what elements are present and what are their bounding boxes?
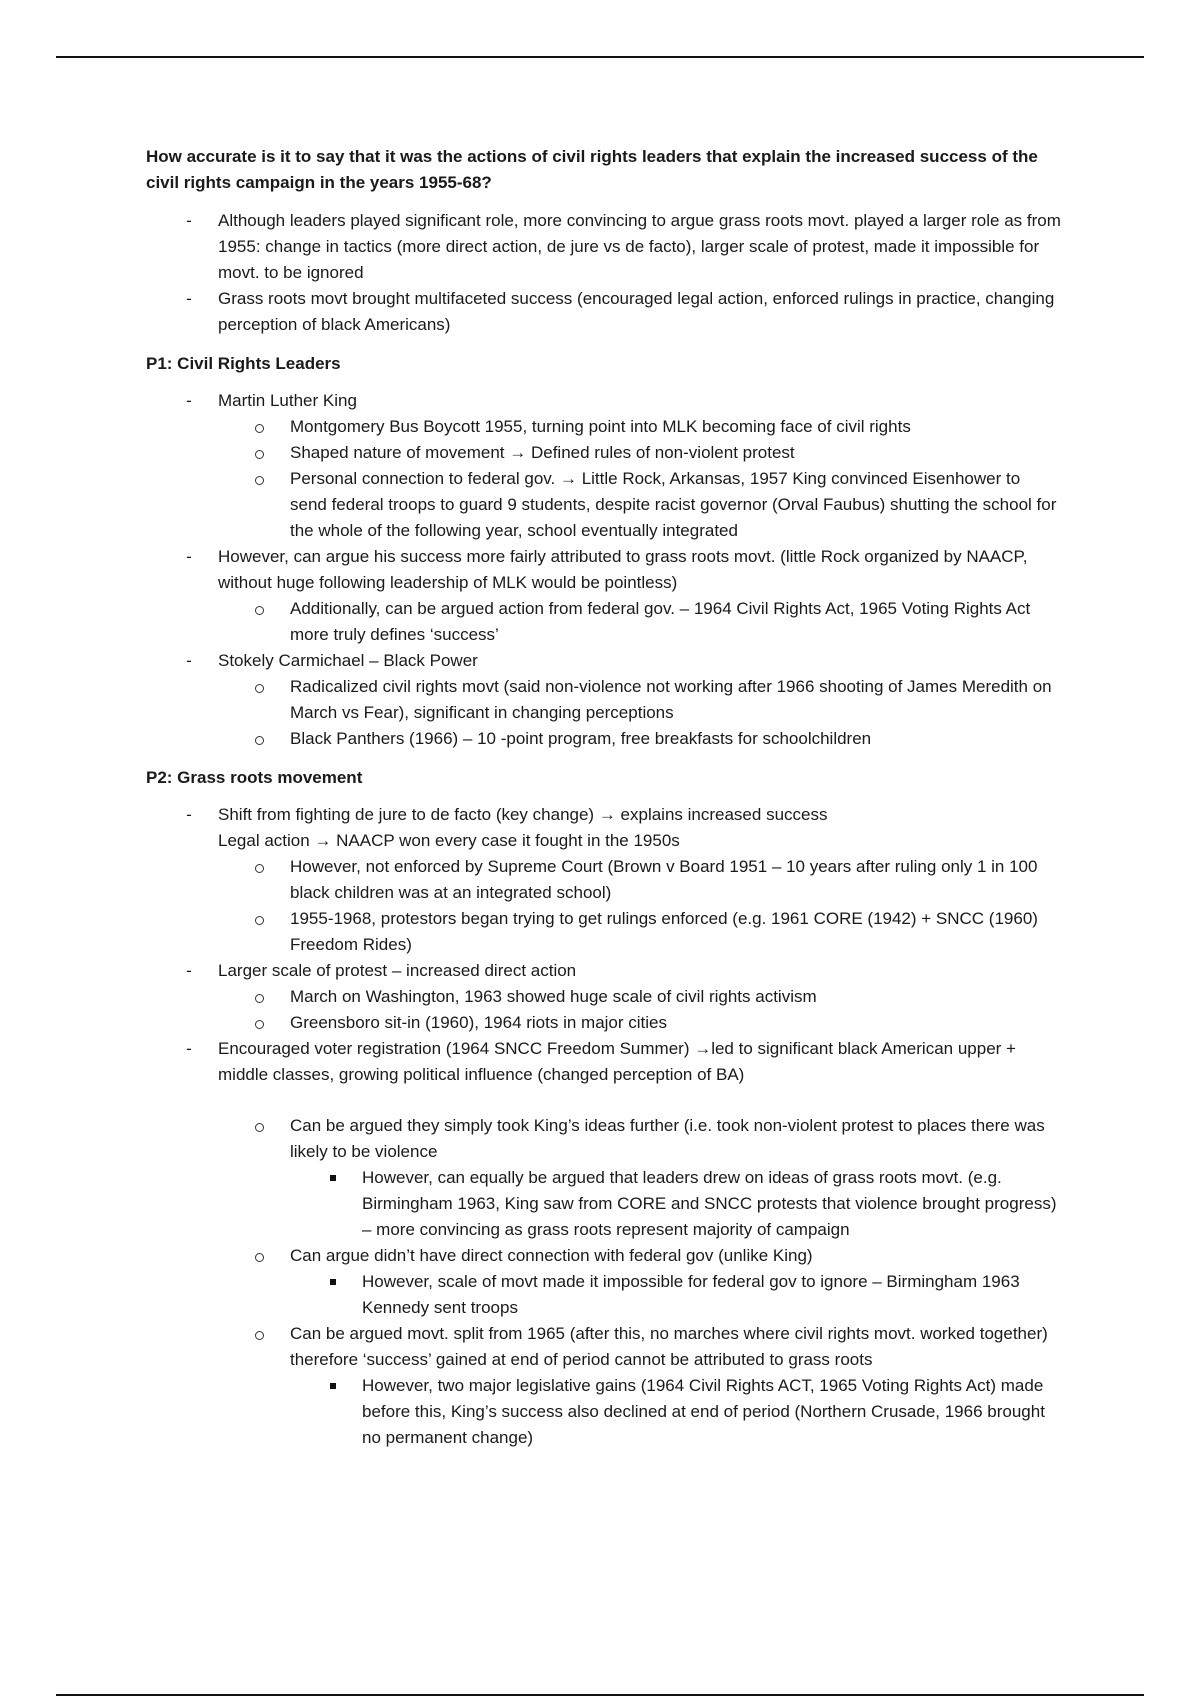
list-item: - Encouraged voter registration (1964 SNCC Freedom Summer) →led to significant black American upper + middle classes, growing political influence (changed perception of BA)	[186, 1039, 1016, 1084]
shift-point: Shift from fighting de jure to de facto (key change) → explains increased success	[218, 805, 828, 824]
sub-point: Additionally, can be argued action from federal gov. – 1964 Civil Rights Act, 1965 Voting Rights Act more truly defines ‘success’	[290, 599, 1031, 644]
counter-list-wrapper	[146, 1113, 1061, 1451]
p1-list	[146, 388, 1061, 752]
list-item	[218, 854, 1061, 906]
sub-point: However, not enforced by Supreme Court (Brown v Board 1951 – 10 years after ruling only 1 in 100 black children was at an integrated school)	[290, 857, 1038, 902]
sub-point: Radicalized civil rights movt (said non-violence not working after 1966 shooting of James Meredith on March vs Fear), significant in changing perceptions	[290, 677, 1052, 722]
intro-point: Grass roots movt brought multifaceted success (encouraged legal action, enforced rulings in practice, changing perception of black Americans)	[218, 289, 1055, 334]
list-item: - Although leaders played significant role, more convincing to argue grass roots movt. played a larger role as from 1955: change in tactics (more direct action, de jure vs de facto), larger scale of protest, made it impossible for movt. to be ignored	[186, 211, 1061, 282]
sub-point: Personal connection to federal gov. → Little Rock, Arkansas, 1957 King convinced Eisenhower to send federal troops to guard 9 students, despite racist governor (Orval Faubus) shutting the school for the whole of the following year, school eventually integrated	[290, 469, 1057, 540]
carmichael-point: Stokely Carmichael – Black Power	[218, 651, 478, 670]
list-item	[218, 1113, 1061, 1243]
sub-point: Black Panthers (1966) – 10 -point program, free breakfasts for schoolchildren	[290, 729, 872, 748]
rebuttal-point: However, two major legislative gains (1964 Civil Rights ACT, 1965 Voting Rights Act) made before this, King’s success also declined at end of period (Northern Crusade, 1966 brought no permanent change)	[362, 1376, 1045, 1447]
however-sublist	[218, 596, 1061, 648]
rebuttal-point: However, can equally be argued that leaders drew on ideas of grass roots movt. (e.g. Birmingham 1963, King saw from CORE and SNCC protests that violence brought progress) – more convincing as grass roots represent majority of campaign	[362, 1168, 1057, 1239]
list-item: - Martin Luther King Montgomery Bus Boycott 1955, turning point into MLK becoming face of civil rights Shaped nature of movement → Defined rules of non-violent protest Personal connection to federal gov. → Little Rock, Arkansas, 1957 King convinced Eisenhower to send federal troops to guard 9 students, despite racist governor (Orval Faubus) shutting the school for the whole of the following year, school eventually integrated	[146, 388, 1061, 544]
counter-point: Can be argued they simply took King’s ideas further (i.e. took non-violent protest to places there was likely to be violence	[290, 1116, 1045, 1161]
carmichael-sublist	[218, 674, 1061, 752]
list-item	[218, 674, 1061, 726]
sub-point: Montgomery Bus Boycott 1955, turning point into MLK becoming face of civil rights	[290, 417, 911, 436]
counter-point: Can argue didn’t have direct connection with federal gov (unlike King)	[290, 1246, 813, 1265]
spacer	[146, 1088, 1061, 1113]
list-item	[146, 1113, 1061, 1451]
list-item	[218, 414, 1061, 440]
legal-action-line: Legal action → NAACP won every case it fought in the 1950s	[218, 831, 680, 850]
sub-point: 1955-1968, protestors began trying to get rulings enforced (e.g. 1961 CORE (1942) + SNCC (1960) Freedom Rides)	[290, 909, 1038, 954]
section-heading-p2: P2: Grass roots movement	[146, 768, 363, 787]
list-item	[218, 596, 1061, 648]
section-heading-p1: P1: Civil Rights Leaders	[146, 354, 341, 373]
list-item	[218, 906, 1061, 958]
counter-list	[146, 1113, 1061, 1451]
list-item	[218, 726, 1061, 752]
list-item	[218, 1010, 1061, 1036]
list-item: - Grass roots movt brought multifaceted success (encouraged legal action, enforced rulings in practice, changing perception of black Americans)	[186, 289, 1055, 334]
p2-list	[146, 802, 1061, 1088]
list-item	[290, 1269, 1061, 1321]
essay-question: How accurate is it to say that it was the actions of civil rights leaders that explain the increased success of the civil rights campaign in the years 1955-68?	[146, 147, 1038, 192]
list-item: - Larger scale of protest – increased direct action March on Washington, 1963 showed huge scale of civil rights activism Greensboro sit-in (1960), 1964 riots in major cities	[146, 958, 1061, 1036]
list-item: - Shift from fighting de jure to de facto (key change) → explains increased success Legal action → NAACP won every case it fought in the 1950s However, not enforced by Supreme Court (Brown v Board 1951 – 10 years after ruling only 1 in 100 black children was at an integrated school) 1955-1968, protestors began trying to get rulings enforced (e.g. 1961 CORE (1942) + SNCC (1960) Freedom Rides)	[146, 802, 1061, 958]
list-item	[218, 440, 1061, 466]
list-item	[290, 1373, 1061, 1451]
counter-sublist	[290, 1373, 1061, 1451]
counter-point: Can be argued movt. split from 1965 (after this, no marches where civil rights movt. worked together) therefore ‘success’ gained at end of period cannot be attributed to grass roots	[290, 1324, 1048, 1369]
voter-point: Encouraged voter registration (1964 SNCC Freedom Summer) →led to significant black American upper + middle classes, growing political influence (changed perception of BA)	[218, 1039, 1016, 1084]
rebuttal-point: However, scale of movt made it impossible for federal gov to ignore – Birmingham 1963 Kennedy sent troops	[362, 1272, 1020, 1317]
list-item	[218, 984, 1061, 1010]
however-point: However, can argue his success more fairly attributed to grass roots movt. (little Rock organized by NAACP, without huge following leadership of MLK would be pointless)	[218, 547, 1028, 592]
list-item	[290, 1165, 1061, 1243]
sub-point: Shaped nature of movement → Defined rules of non-violent protest	[290, 443, 795, 462]
intro-point: Although leaders played significant role, more convincing to argue grass roots movt. played a larger role as from 1955: change in tactics (more direct action, de jure vs de facto), larger scale of protest, made it impossible for movt. to be ignored	[218, 211, 1061, 282]
list-item	[218, 1243, 1061, 1321]
list-item	[218, 466, 1061, 544]
list-item: - However, can argue his success more fairly attributed to grass roots movt. (little Rock organized by NAACP, without huge following leadership of MLK would be pointless) Additionally, can be argued action from federal gov. – 1964 Civil Rights Act, 1965 Voting Rights Act more truly defines ‘success’	[146, 544, 1061, 648]
counter-sublist	[290, 1269, 1061, 1321]
sub-point: Greensboro sit-in (1960), 1964 riots in major cities	[290, 1013, 667, 1032]
list-item: - Stokely Carmichael – Black Power Radicalized civil rights movt (said non-violence not working after 1966 shooting of James Meredith on March vs Fear), significant in changing perceptions Black Panthers (1966) – 10 -point program, free breakfasts for schoolchildren	[146, 648, 1061, 752]
king-point: Martin Luther King	[218, 391, 357, 410]
bottom-rule	[56, 1694, 1144, 1696]
king-sublist	[218, 414, 1061, 544]
counter-sublist	[290, 1165, 1061, 1243]
larger-sublist	[218, 984, 1061, 1036]
shift-sublist	[218, 854, 1061, 958]
list-item	[218, 1321, 1061, 1451]
document-body	[146, 144, 1061, 1451]
top-rule	[56, 56, 1144, 58]
sub-point: March on Washington, 1963 showed huge scale of civil rights activism	[290, 987, 817, 1006]
larger-point: Larger scale of protest – increased direct action	[218, 961, 577, 980]
intro-list	[146, 208, 1061, 338]
